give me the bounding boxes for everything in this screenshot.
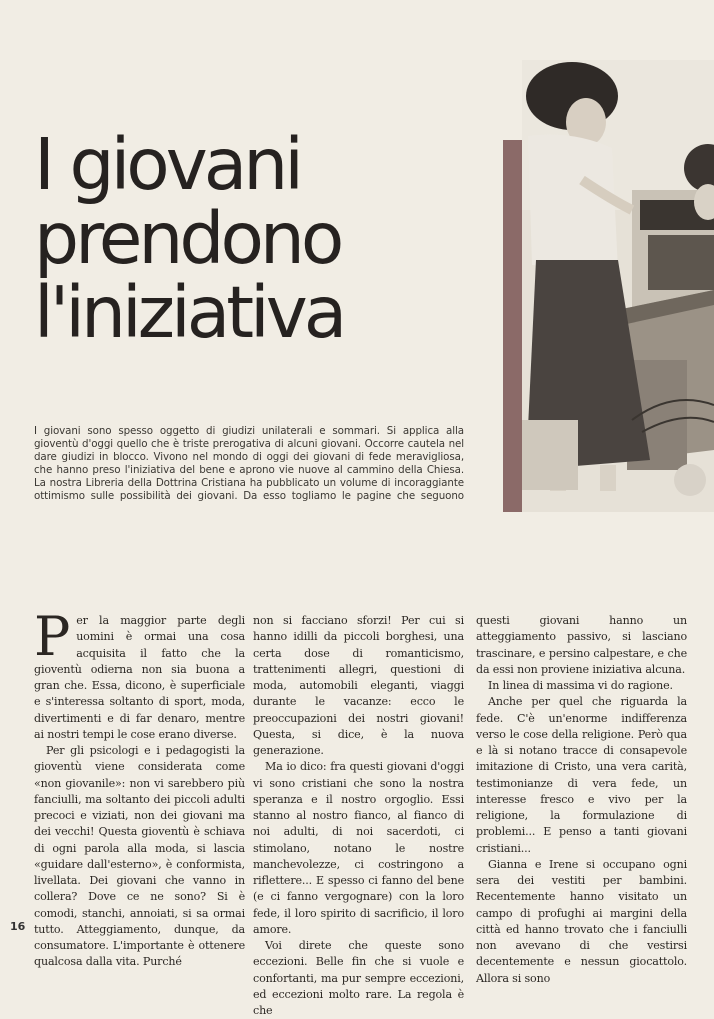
article-title	[34, 123, 504, 354]
article-photo	[522, 60, 714, 512]
paragraph: Anche per quel che riguarda la fede. C'è un'enorme indifferenza verso le cose della religione. Però qua e là si notano tracce di consapevole imitazione di Cristo, una vera carità, testimonianze di vera fede, un interesse fresco e vivo per la religione, la formulazione di problemi... E penso a tanti giovani cristiani...	[476, 695, 687, 855]
text-column-2	[253, 613, 464, 1019]
paragraph	[34, 605, 245, 743]
paragraph: In linea di massima vi do ragione.	[488, 679, 673, 692]
paragraph: questi giovani hanno un atteggiamento passivo, si lasciano trascinare, e persino calpestare, e che da essi non proviene iniziativa alcuna.	[476, 614, 687, 676]
title-line-1: I giovani	[34, 123, 300, 206]
intro-text: I giovani sono spesso oggetto di giudizi unilaterali e sommari. Si applica alla gioventù d'oggi quello che è triste prerogativa di alcuni giovani. Occorre cautela nel dare giudizi in blocco. Vivono nel mondo di oggi dei giovani di fede meravigliosa, che hanno preso l'iniziativa del bene e aprono vie nuove al cammino della Chiesa. La nostra Libreria della Dottrina Cristiana ha pubblicato un volume di incoraggiante ottimismo sulle possibilità dei giovani. Da esso togliamo le pagine che seguono	[34, 425, 464, 503]
title-line-3: l'iniziativa	[34, 271, 344, 354]
text-column-3	[476, 613, 687, 987]
paragraph: Ma io dico: fra questi giovani d'oggi vi sono cristiani che sono la nostra speranza e il nostro orgoglio. Essi stanno al nostro fianco, al fianco di noi adulti, di noi sacerdoti, ci stimolano, notano le nostre manchevolezze, ci costringono a riflettere... E spesso ci fanno del bene (e ci fanno vergognare) con la loro fede, il loro spirito di sacrificio, il loro amore.	[253, 760, 464, 936]
paragraph: Voi direte che queste sono eccezioni. Belle fin che si vuole e confortanti, ma pur sempre eccezioni, ed eccezioni molto rare. La regola è che	[253, 939, 464, 1017]
title-line-2: prendono	[34, 197, 341, 280]
article-intro	[34, 425, 464, 504]
photo-frame-bar	[503, 140, 522, 512]
drop-cap: P	[34, 605, 71, 668]
paragraph: non si facciano sforzi! Per cui si hanno idilli da piccoli borghesi, una certa dose di romanticismo, trattenimenti allegri, questioni di moda, automobili eleganti, viaggi durante le vacanze: ecco le preoccupazioni dei nostri giovani! Questa, si dice, è la nuova generazione.	[253, 614, 464, 757]
paragraph: Gianna e Irene si occupano ogni sera dei vestiti per bambini. Recentemente hanno visitato un campo di profughi ai margini della città ed hanno trovato che i fanciulli non avevano di che vestirsi decentemente e nessun giocattolo. Allora si sono	[476, 857, 687, 985]
page-number: 16	[10, 920, 26, 933]
text-column-1	[34, 605, 245, 971]
paragraph: Per gli psicologi e i pedagogisti la gioventù viene considerata come «non giovanile»: non vi sarebbero più fanciulli, ma soltanto dei piccoli adulti precoci e viziati, non dei giovani ma dei vecchi! Questa gioventù è schiava di ogni parola alla moda, si lascia «guidare dall'esterno», è conformista, livellata. Dei giovani che vanno in collera? Dove ce ne sono? Si è comodi, stanchi, annoiati, si sa ormai tutto. Atteggiamento, dunque, da consumatore. L'importante è ottenere qualcosa dalla vita. Purché	[34, 744, 245, 969]
paragraph-text: er la maggior parte degli uomini è ormai una cosa acquisita il fatto che la gioventù odierna non sia buona a gran che. Essa, dicono, è superficiale e s'interessa soltanto di sport, moda, divertimenti e di far denaro, mentre ai nostri tempi le cose erano diverse.	[34, 614, 245, 741]
photo-girls-at-workbench	[522, 60, 714, 512]
